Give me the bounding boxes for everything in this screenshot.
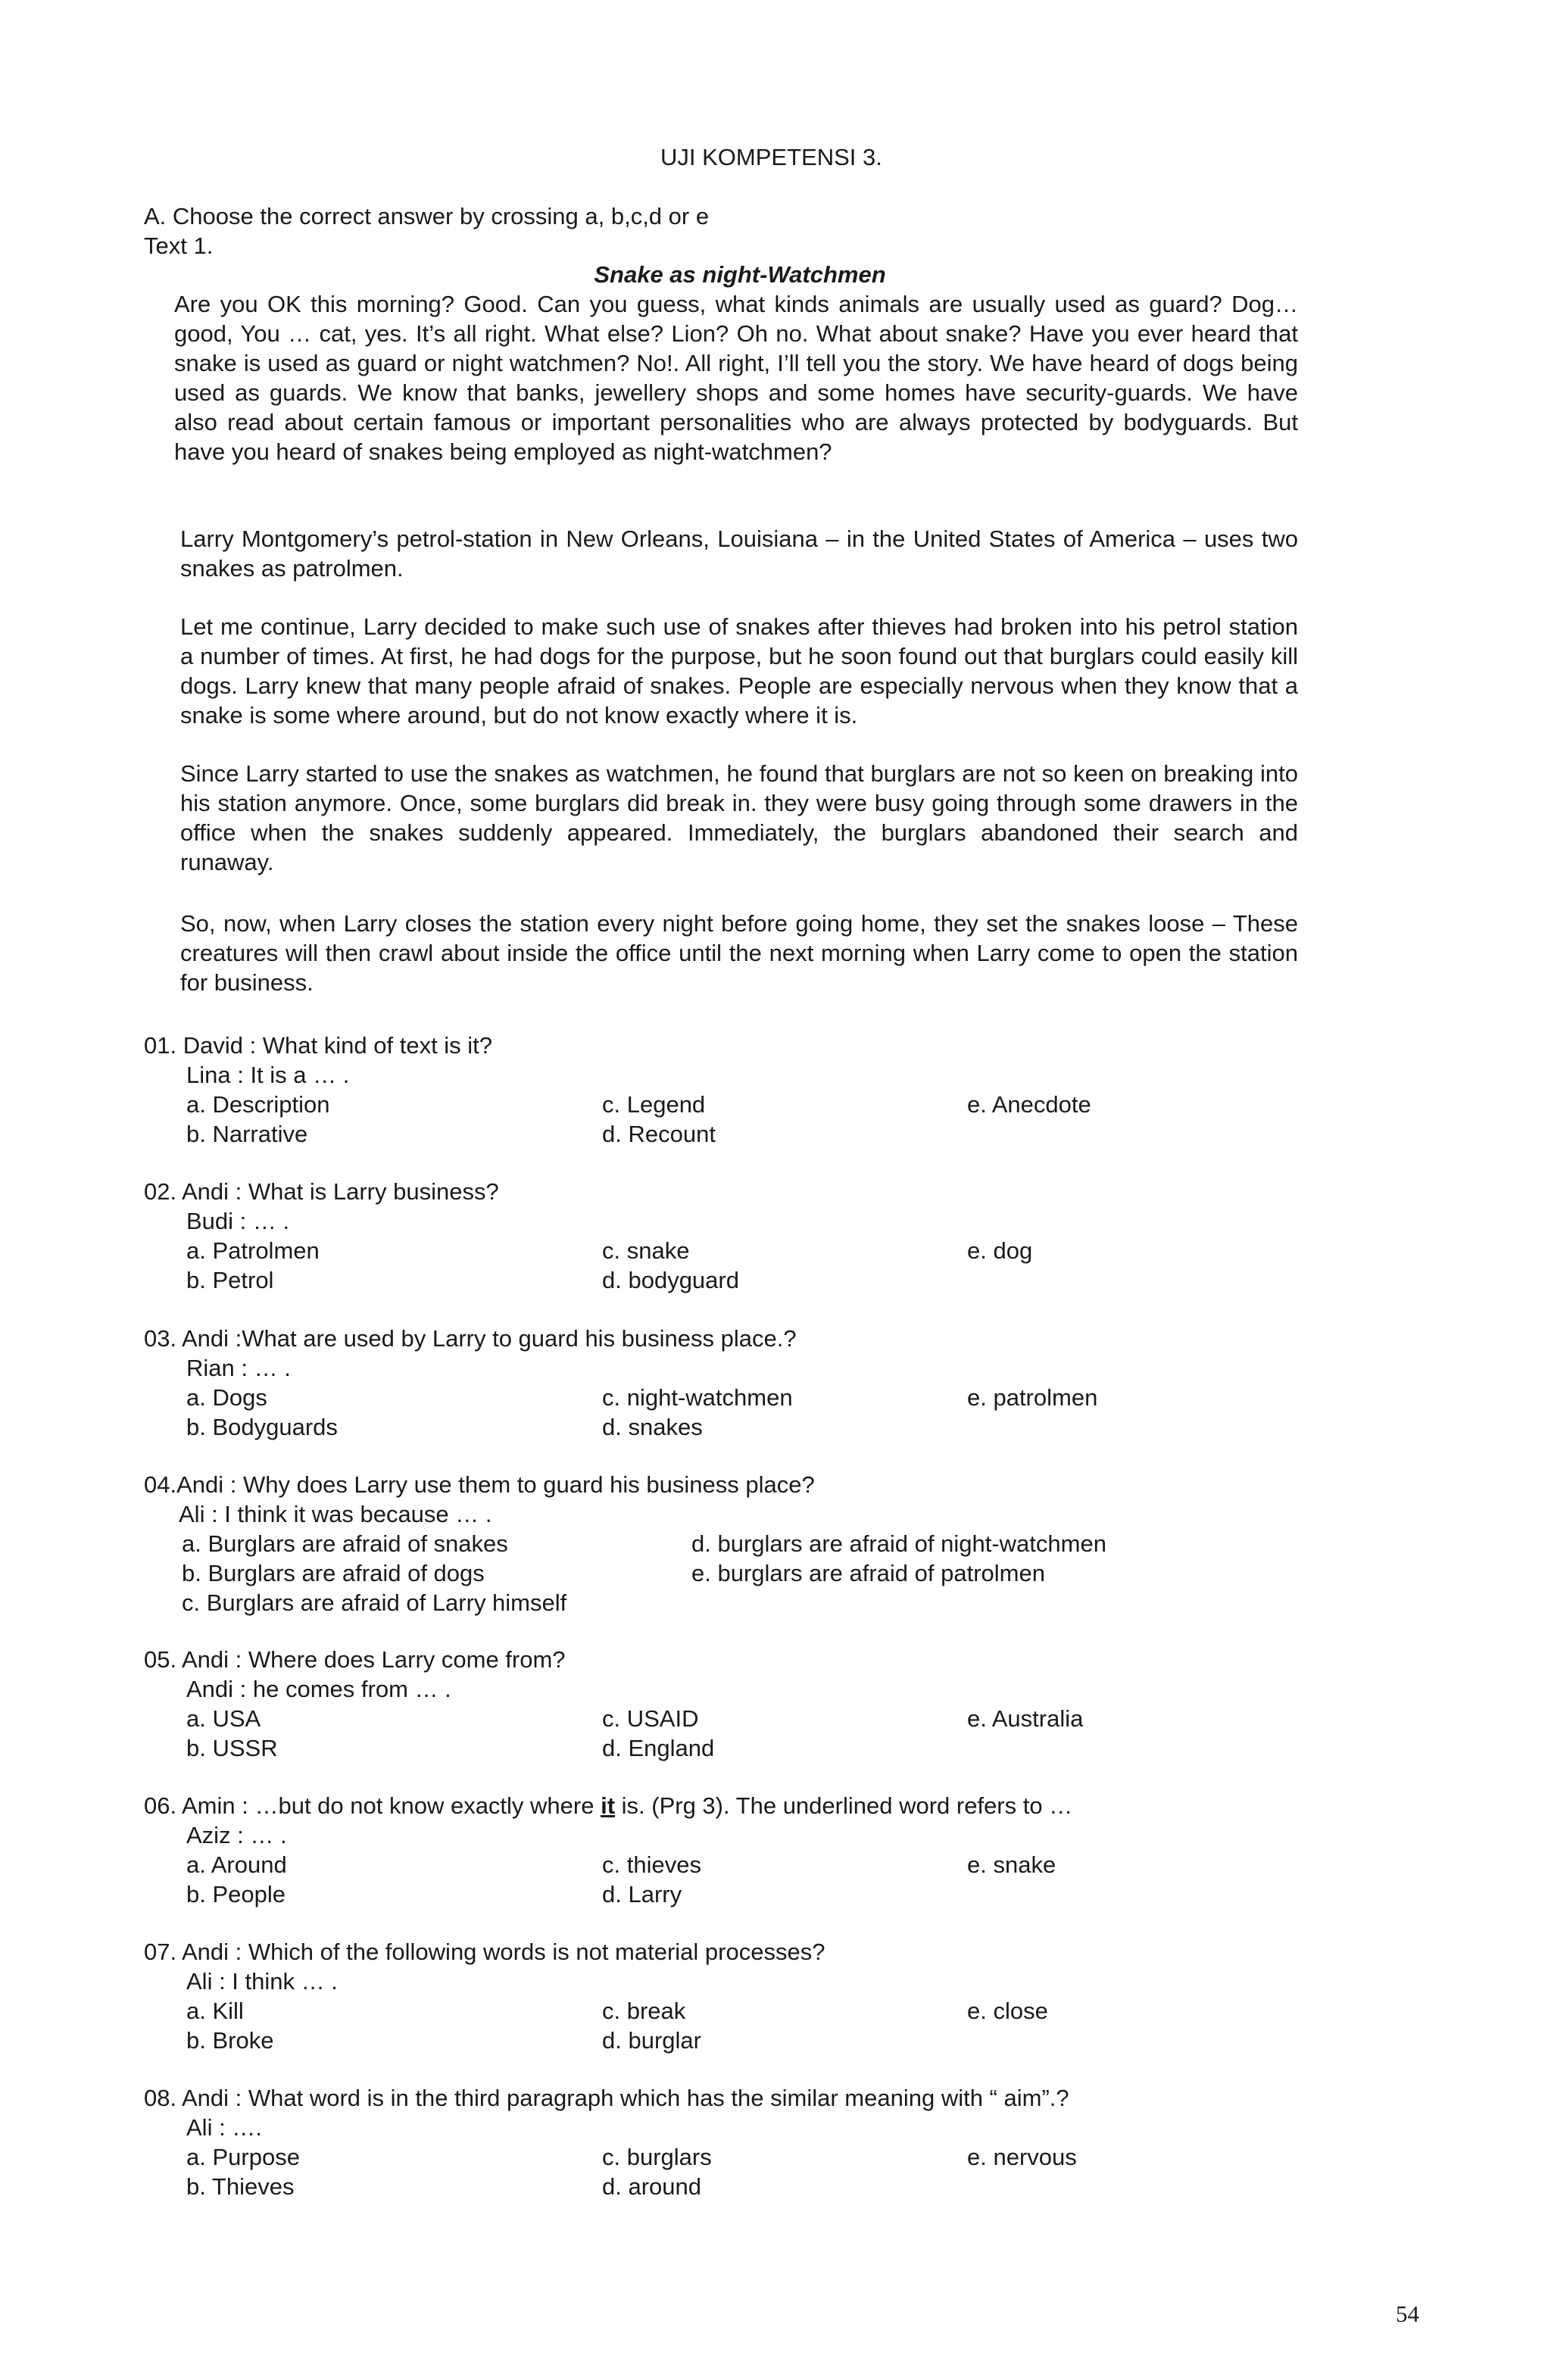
question-6	[144, 1791, 1431, 1909]
question-text: 02. Andi : What is Larry business?	[144, 1178, 499, 1205]
question-8	[144, 2083, 1431, 2201]
story-paragraph: So, now, when Larry closes the station every night before going home, they set the snakes loose – These creatures will then crawl about inside the office until the next morning when Larry come to open the station for business.	[180, 910, 1298, 996]
page-number: 54	[1396, 2300, 1419, 2327]
option-d[interactable]: d. Larry	[602, 1881, 682, 1907]
option-d[interactable]: d. around	[602, 2173, 701, 2200]
story-paragraph: Since Larry started to use the snakes as watchmen, he found that burglars are not so keen on breaking into his station anymore. Once, some burglars did break in. they were busy going through some drawers in the office when the snakes suddenly appeared. Immediately, the burglars abandoned their search and runaway.	[180, 760, 1298, 875]
option-a[interactable]: a. Purpose	[186, 2144, 300, 2170]
option-c[interactable]: c. snake	[602, 1237, 690, 1264]
option-c[interactable]: c. Burglars are afraid of Larry himself	[182, 1589, 567, 1616]
answer-prompt: Ali : ….	[186, 2114, 262, 2141]
option-d[interactable]: d. England	[602, 1735, 715, 1761]
question-5	[144, 1645, 1431, 1763]
question-1	[144, 1031, 1431, 1149]
option-a[interactable]: a. Description	[186, 1091, 330, 1118]
answer-prompt: Lina : It is a … .	[186, 1062, 350, 1088]
story-paragraph: Larry Montgomery’s petrol-station in New Orleans, Louisiana – in the United States of America – uses two snakes as patrolmen.	[180, 526, 1298, 582]
story-paragraph: Let me continue, Larry decided to make such use of snakes after thieves had broken into his petrol station a number of times. At first, he had dogs for the purpose, but he soon found out that burglars could easily kill dogs. Larry knew that many people afraid of snakes. People are especially nervous when they know that a snake is some where around, but do not know exactly where it is.	[180, 613, 1298, 728]
option-b[interactable]: b. People	[186, 1881, 286, 1907]
answer-prompt: Aziz : … .	[186, 1822, 287, 1848]
option-e[interactable]: e. Anecdote	[967, 1091, 1091, 1118]
option-c[interactable]: c. burglars	[602, 2144, 712, 2170]
option-a[interactable]: a. Burglars are afraid of snakes	[182, 1530, 508, 1557]
page-title: UJI KOMPETENSI 3.	[660, 144, 882, 170]
question-4	[144, 1470, 1431, 1617]
question-text	[144, 1791, 1431, 1820]
option-b[interactable]: b. Petrol	[186, 1267, 274, 1293]
option-b[interactable]: b. USSR	[186, 1735, 278, 1761]
option-a[interactable]: a. USA	[186, 1705, 261, 1732]
question-2	[144, 1177, 1431, 1295]
option-d[interactable]: d. burglars are afraid of night-watchmen	[691, 1530, 1106, 1557]
option-c[interactable]: c. thieves	[602, 1851, 701, 1878]
answer-prompt: Budi : … .	[186, 1208, 290, 1234]
question-text: 01. David : What kind of text is it?	[144, 1032, 493, 1059]
underlined-word: it	[601, 1792, 616, 1819]
question-text: 05. Andi : Where does Larry come from?	[144, 1646, 566, 1673]
option-b[interactable]: b. Narrative	[186, 1121, 308, 1147]
question-text: 03. Andi :What are used by Larry to guard his business place.?	[144, 1325, 797, 1352]
option-d[interactable]: d. bodyguard	[602, 1267, 739, 1293]
text-label: Text 1.	[144, 232, 214, 259]
option-b[interactable]: b. Broke	[186, 2027, 274, 2054]
option-c[interactable]: c. break	[602, 1998, 686, 2024]
option-a[interactable]: a. Dogs	[186, 1384, 267, 1411]
option-b[interactable]: b. Bodyguards	[186, 1414, 338, 1440]
option-d[interactable]: d. burglar	[602, 2027, 701, 2054]
option-b[interactable]: b. Thieves	[186, 2173, 295, 2200]
question-text-end: is. (Prg 3). The underlined word refers to …	[615, 1792, 1073, 1819]
question-text-start: 06. Amin : …but do not know exactly where	[144, 1792, 601, 1819]
option-b[interactable]: b. Burglars are afraid of dogs	[182, 1560, 485, 1586]
story-title: Snake as night-Watchmen	[594, 261, 886, 288]
question-text: 07. Andi : Which of the following words is not material processes?	[144, 1939, 825, 1965]
question-7	[144, 1937, 1431, 2055]
option-d[interactable]: d. snakes	[602, 1414, 703, 1440]
answer-prompt: Ali : I think … .	[186, 1968, 338, 1995]
option-c[interactable]: c. USAID	[602, 1705, 699, 1732]
option-c[interactable]: c. night-watchmen	[602, 1384, 793, 1411]
answer-prompt: Rian : … .	[186, 1355, 291, 1381]
option-d[interactable]: d. Recount	[602, 1121, 716, 1147]
option-e[interactable]: e. Australia	[967, 1705, 1084, 1732]
answer-prompt: Andi : he comes from … .	[186, 1676, 451, 1702]
story-paragraph: Are you OK this morning? Good. Can you guess, what kinds animals are usually used as guard? Dog… good, You … cat, yes. It’s all right. What else? Lion? Oh no. What about snake? Have you ever heard that snake is used as guard or night watchmen? No!. All right, I’ll tell you the story. We have heard of dogs being used as guards. We know that banks, jewellery shops and some homes have security-guards. We have also read about certain famous or important personalities who are always protected by bodyguards. But have you heard of snakes being employed as night-watchmen?	[174, 291, 1298, 465]
option-a[interactable]: a. Patrolmen	[186, 1237, 320, 1264]
question-text: 04.Andi : Why does Larry use them to guard his business place?	[144, 1471, 815, 1498]
option-e[interactable]: e. snake	[967, 1851, 1056, 1878]
instruction: A. Choose the correct answer by crossing a, b,c,d or e	[144, 203, 710, 229]
answer-prompt: Ali : I think it was because … .	[179, 1501, 492, 1527]
option-a[interactable]: a. Kill	[186, 1998, 244, 2024]
question-3	[144, 1324, 1431, 1442]
option-a[interactable]: a. Around	[186, 1851, 287, 1878]
option-e[interactable]: e. dog	[967, 1237, 1033, 1264]
option-e[interactable]: e. patrolmen	[967, 1384, 1098, 1411]
option-e[interactable]: e. close	[967, 1998, 1048, 2024]
option-e[interactable]: e. burglars are afraid of patrolmen	[691, 1560, 1045, 1586]
question-text: 08. Andi : What word is in the third paragraph which has the similar meaning with “ aim”.?	[144, 2085, 1069, 2111]
option-e[interactable]: e. nervous	[967, 2144, 1077, 2170]
option-c[interactable]: c. Legend	[602, 1091, 706, 1118]
